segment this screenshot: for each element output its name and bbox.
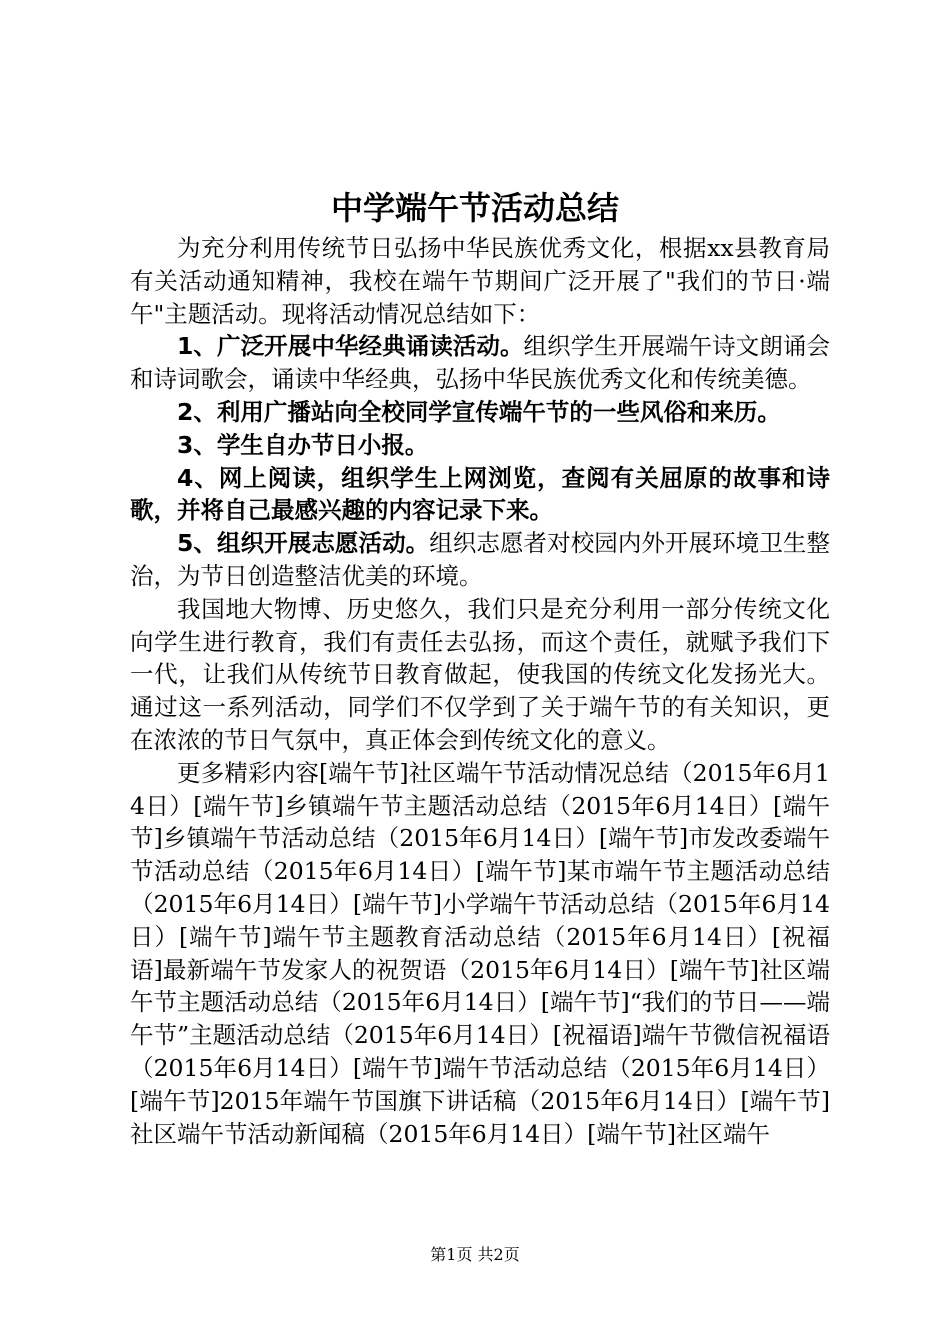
list-item	[130, 527, 830, 593]
item-heading: 3、学生自办节日小报。	[177, 430, 429, 459]
list-item	[130, 429, 830, 462]
item-heading: 4、网上阅读，组织学生上网浏览，查阅有关屈原的故事和诗歌，并将自己最感兴趣的内容记录下来。	[130, 463, 830, 525]
item-heading: 2、利用广播站向全校同学宣传端午节的一些风俗和来历。	[177, 397, 781, 426]
item-text: 组织学生开展端午诗文朗诵会和诗词歌会，诵读中华经典，弘扬中华民族优秀文化和传统美德。	[130, 332, 830, 394]
intro-paragraph: 为充分利用传统节日弘扬中华民族优秀文化，根据xx县教育局有关活动通知精神，我校在端午节期间广泛开展了"我们的节日·端午"主题活动。现将活动情况总结如下：	[130, 234, 830, 328]
page-footer: 第1页 共2页	[430, 1245, 520, 1264]
document-body	[130, 232, 830, 1150]
list-item	[130, 396, 830, 429]
more-content-paragraph: 更多精彩内容[端午节]社区端午节活动情况总结（2015年6月14日）[端午节]乡镇端午节主题活动总结（2015年6月14日）[端午节]乡镇端午节活动总结（2015年6月14日）[端午节]市发改委端午节活动总结（2015年6月14日）[端午节]某市端午节主题活动总结（2015年6月14日）[端午节]小学端午节活动总结（2015年6月14日）[端午节]端午节主题教育活动总结（2015年6月14日）[祝福语]最新端午节发家人的祝贺语（2015年6月14日）[端午节]社区端午节主题活动总结（2015年6月14日）[端午节]“我们的节日——端午节”主题活动总结（2015年6月14日）[祝福语]端午节微信祝福语（2015年6月14日）[端午节]端午节活动总结（2015年6月14日）[端午节]2015年端午节国旗下讲话稿（2015年6月14日）[端午节]社区端午节活动新闻稿（2015年6月14日）[端午节]社区端午	[130, 758, 830, 1148]
item-text: 组织志愿者对校园内外开展环境卫生整治，为节日创造整洁优美的环境。	[130, 529, 831, 590]
item-heading: 5、组织开展志愿活动。	[177, 529, 430, 558]
item-heading: 1、广泛开展中华经典诵读活动。	[177, 332, 524, 361]
conclusion-paragraph: 我国地大物博、历史悠久，我们只是充分利用一部分传统文化向学生进行教育，我们有责任去弘扬，而这个责任，就赋予我们下一代，让我们从传统节日教育做起，使我国的传统文化发扬光大。通过这一系列活动，同学们不仅学到了关于端午节的有关知识，更在浓浓的节日气氛中，真正体会到传统文化的意义。	[130, 594, 830, 754]
document-title: 中学端午节活动总结	[330, 189, 619, 227]
list-item	[130, 330, 830, 396]
list-item	[130, 462, 830, 528]
